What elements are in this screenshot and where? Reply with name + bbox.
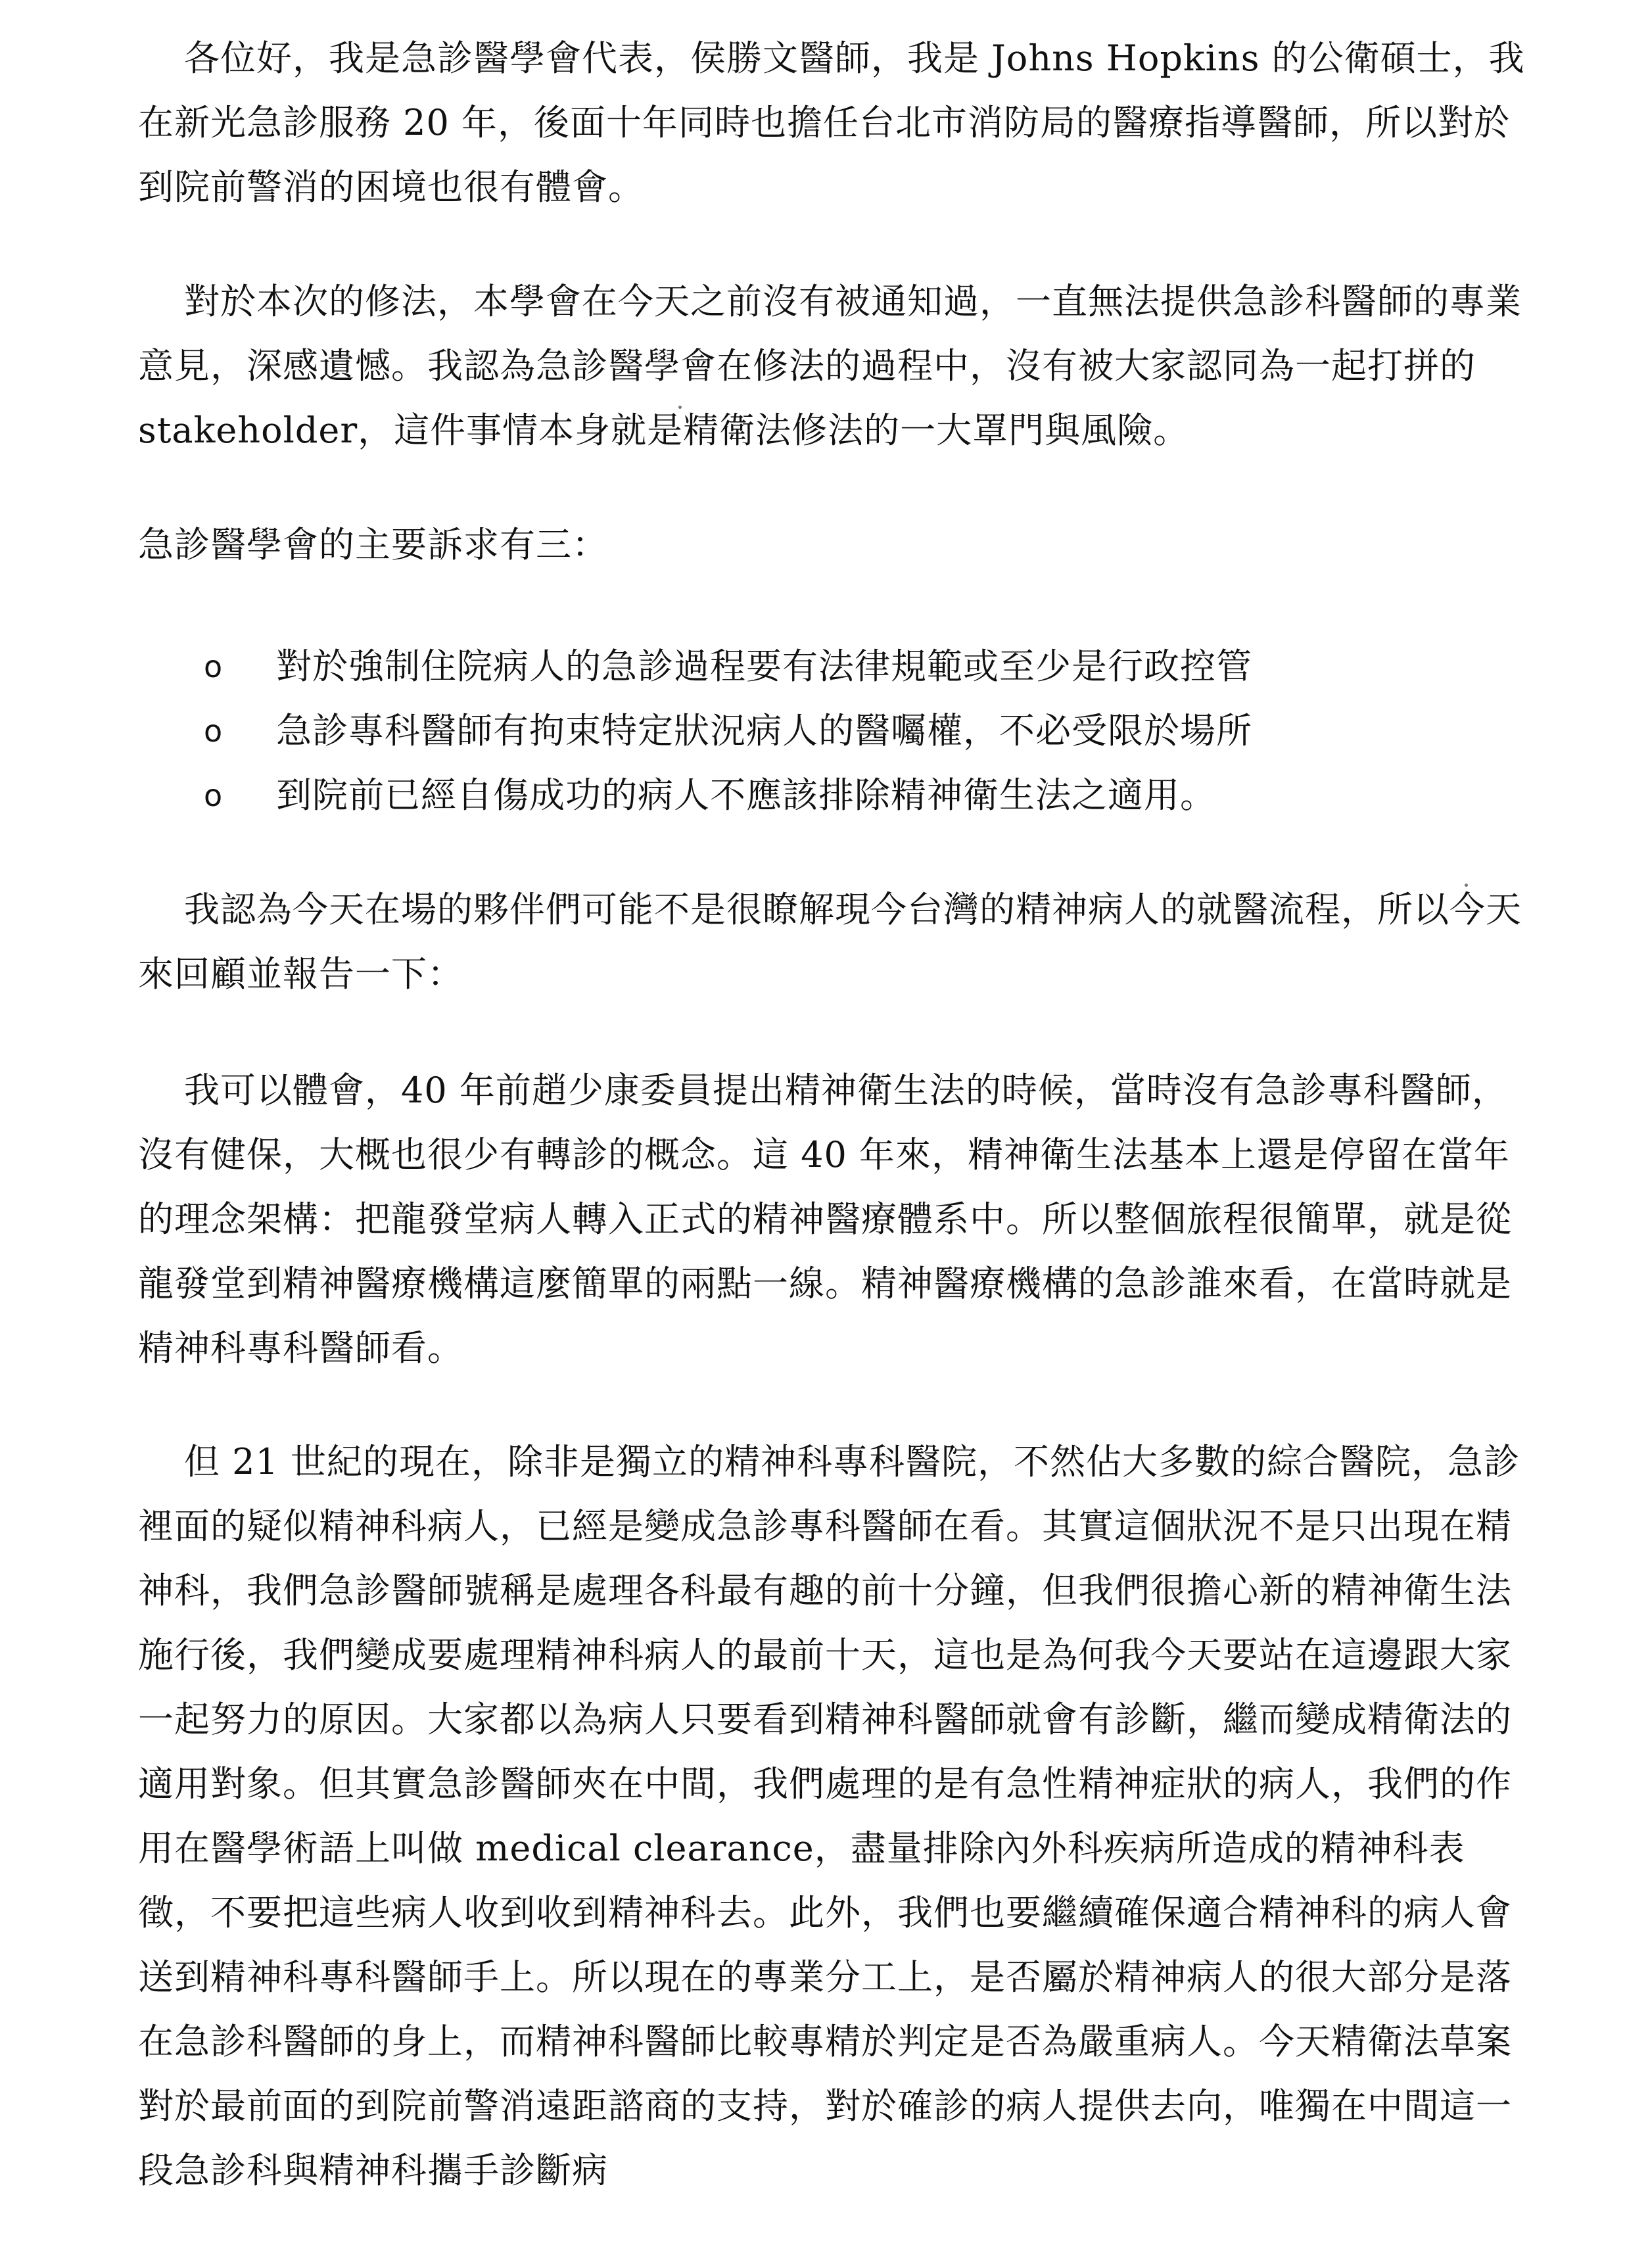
list-item [204,763,1519,828]
paragraph-patient-flow-intro: 我認為今天在場的夥伴們可能不是很瞭解現今台灣的精神病人的就醫流程，所以今天來回顧並報告一下： [138,889,1522,995]
list-item [204,699,1519,763]
paragraph-history: 我可以體會，40 年前趙少康委員提出精神衛生法的時候，當時沒有急診專科醫師，沒有健保，大概也很少有轉診的概念。這 40 年來，精神衛生法基本上還是停留在當年的理念架構：把龍發堂病人轉入正式的精神醫療體系中。所以整個旅程很簡單，就是從龍發堂到精神醫療機構這麼簡單的兩點一線。精神醫療機構的急診誰來看，在當時就是精神科專科醫師看。 [138,1070,1512,1369]
bullet-circle-icon: o [204,649,224,684]
scan-speck [678,406,682,409]
demands-list [204,634,1519,828]
list-item [204,634,1519,699]
demand-text: 對於強制住院病人的急診過程要有法律規範或至少是行政控管 [276,646,1252,687]
paragraph-demands-heading: 急診醫學會的主要訴求有三： [138,524,608,565]
paragraph-amendment-concern: 對於本次的修法，本學會在今天之前沒有被通知過，一直無法提供急診科醫師的專業意見，深感遺憾。我認為急診醫學會在修法的過程中，沒有被大家認同為一起打拼的 stakeholder，這件事情本身就是精衛法修法的一大罩門與風險。 [138,281,1522,451]
scan-speck [1465,884,1468,887]
bullet-circle-icon: o [204,713,224,749]
paragraph-current-situation: 但 21 世紀的現在，除非是獨立的精神科專科醫院，不然佔大多數的綜合醫院，急診裡面的疑似精神科病人，已經是變成急診專科醫師在看。其實這個狀況不是只出現在精神科，我們急診醫師號稱是處理各科最有趣的前十分鐘，但我們很擔心新的精神衛生法施行後，我們變成要處理精神科病人的最前十天，這也是為何我今天要站在這邊跟大家一起努力的原因。大家都以為病人只要看到精神科醫師就會有診斷，繼而變成精衛法的適用對象。但其實急診醫師夾在中間，我們處理的是有急性精神症狀的病人，我們的作用在醫學術語上叫做 medical clearance，盡量排除內外科疾病所造成的精神科表徵，不要把這些病人收到收到精神科去。此外，我們也要繼續確保適合精神科的病人會送到精神科專科醫師手上。所以現在的專業分工上，是否屬於精神病人的很大部分是落在急診科醫師的身上，而精神科醫師比較專精於判定是否為嚴重病人。今天精衛法草案對於最前面的到院前警消遠距諮商的支持，對於確診的病人提供去向，唯獨在中間這一段急診科與精神科攜手診斷病 [138,1441,1520,2191]
demand-text: 急診專科醫師有拘束特定狀況病人的醫囑權，不必受限於場所 [276,710,1252,751]
bullet-circle-icon: o [204,778,224,813]
demand-text: 到院前已經自傷成功的病人不應該排除精神衛生法之適用。 [276,774,1216,816]
paragraph-introduction: 各位好，我是急診醫學會代表，侯勝文醫師，我是 Johns Hopkins 的公衛碩士，我在新光急診服務 20 年，後面十年同時也擔任台北市消防局的醫療指導醫師，所以對於到院前警消的困境也很有體會。 [138,37,1525,208]
